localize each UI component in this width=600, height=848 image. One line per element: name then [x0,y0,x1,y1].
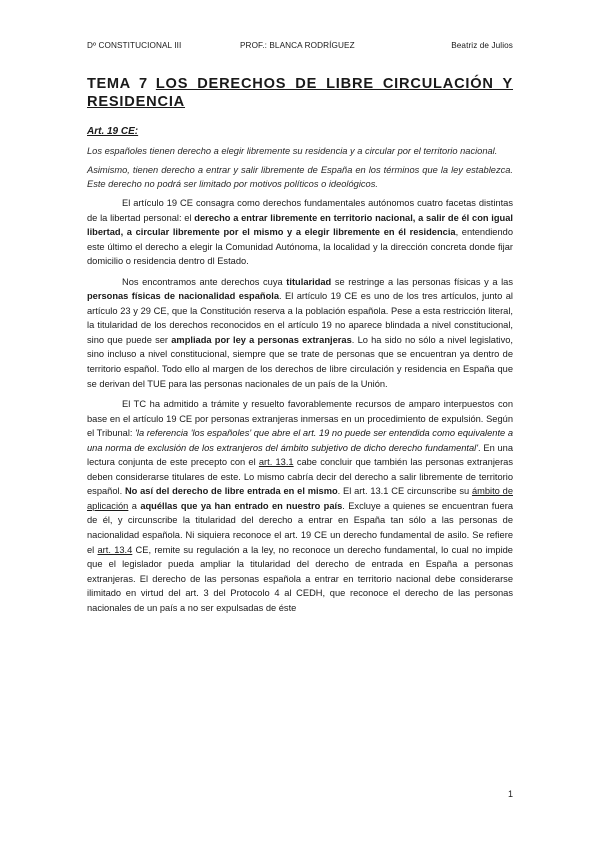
underlined-text-run: art. 13.4 [97,544,133,555]
bold-text-run: No así del derecho de libre entrada en el mismo [124,486,338,497]
text-run: . El art. 13.1 CE circunscribe su [337,486,472,497]
body-paragraph [87,275,513,391]
bold-text-run: titularidad [286,276,332,287]
text-run: CE, remite su regulación a la ley, no reconoce un derecho fundamental, lo cual no impide que el legislador pueda ampliar la titularidad del derecho de entrada en España a personas extranjeras. El derecho de las personas española a entrar en territorio nacional debe considerarse ilimitado en virtud del art. 3 del Protocolo 4 al CEDH, que reconoce el derecho de las personas nacionales de un país a no ser expulsadas de éste [87,544,513,613]
page-number: 1 [508,789,514,799]
italic-text-run: 'la referencia 'los españoles' que abre el art. 19 no puede ser entendida como equivalente a una norma de exclusión de los extranjeros del ámbito subjetivo de dicho derecho fundamental' [87,428,513,453]
underlined-text-run: ámbito de aplicación [87,486,513,511]
page-content [87,75,513,621]
text-run: se restringe a las personas físicas y a las [331,276,513,287]
topic-subject: LOS DERECHOS DE LIBRE CIRCULACIÓN Y RESIDENCIA [87,76,514,110]
article-quote-2: Asimismo, tienen derecho a entrar y salir libremente de España en los términos que la ley establezca. Este derecho no podrá ser limitado por motivos políticos o ideológicos. [87,165,513,189]
text-run: Nos encontramos ante derechos cuya [122,276,287,287]
body-paragraph [87,397,513,615]
header-professor: PROF.: BLANCA RODRÍGUEZ [240,41,355,50]
header-author: Beatriz de Julios [451,41,513,50]
text-run: . El artículo 19 CE es uno de los tres artículos, junto al artículo 23 y 29 CE, que la Constitución reserva a la población española. Pese a esta restricción literal, la titularidad de los derechos reconocidos en el artículo 19 no aparece blindada a nivel constitucional, sino que puede ser [87,291,513,345]
bold-text-run: ampliada por ley a personas extranjeras [171,334,352,345]
text-run: . En una lectura conjunta de este precepto con el [87,442,513,468]
topic-title [87,75,513,111]
text-run: cabe concluir que también las personas extranjeras deben considerarse titulares de este. Lo mismo cabría decir del derecho a salir libremente de territorio español. [87,457,513,497]
body-paragraph [87,196,513,269]
text-run: a [128,500,141,511]
text-run: El TC ha admitido a trámite y resuelto favorablemente recursos de amparo interpuestos con base en el artículo 19 CE por personas extranjeras inmersas en un procedimiento de expulsión. Según el Tribunal: [87,399,513,439]
bold-text-run: derecho a entrar libremente en territorio nacional, a salir de él con igual libertad, a circular libremente por el mismo y a elegir libremente en él residencia [87,212,513,238]
bold-text-run: aquéllas que ya han entrado en nuestro país [140,500,343,511]
text-run: . Lo ha sido no sólo a nivel legislativo, sino incluso a nivel constitucional, siempre que se trate de personas que se encuentran ya dentro de territorio español. Todo ello al margen de los derechos de libre circulación y residencia en España que se derivan del TUE para las personas nacionales de un país de la Unión. [87,334,514,389]
topic-number: TEMA 7 [87,76,148,92]
article-heading: Art. 19 CE: [87,126,139,137]
article-quote-1: Los españoles tienen derecho a elegir libremente su residencia y a circular por el territorio nacional. [87,146,498,156]
bold-text-run: personas físicas de nacionalidad española [87,291,279,302]
text-run: . Excluye a quienes se encuentran fuera de él, y circunscribe la titularidad del derecho a entrar en España tan sólo a las personas de nacionalidad española. Ni siquiera reconoce el art. 19 CE un derecho fundamental de asilo. Se refiere el [87,500,513,555]
page-header [87,41,513,53]
header-course: Dº CONSTITUCIONAL III [87,41,182,50]
text-run: El artículo 19 CE consagra como derechos fundamentales autónomos cuatro facetas distintas de la libertad personal: el [87,198,513,223]
underlined-text-run: art. 13.1 [258,457,294,468]
text-run: , entendiendo este último el derecho a elegir la Comunidad Autónoma, la localidad y la dirección concreta donde fijar domicilio o residencia dentro dl Estado. [87,227,513,267]
